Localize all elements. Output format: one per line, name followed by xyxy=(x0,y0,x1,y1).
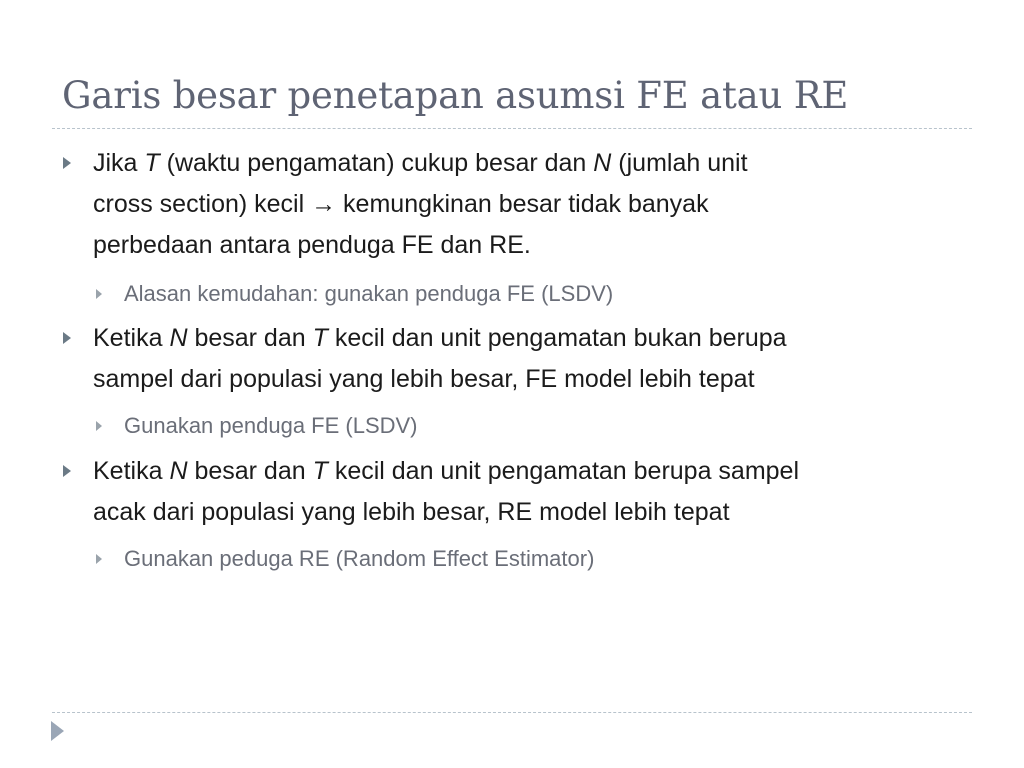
italic-variable: N xyxy=(169,457,188,485)
italic-variable: N xyxy=(169,324,188,352)
italic-variable: T xyxy=(144,149,160,177)
italic-variable: T xyxy=(312,324,328,352)
sub-bullet-text: Gunakan penduga FE (LSDV) xyxy=(124,413,418,438)
bullet-text-line: Ketika N besar dan T kecil dan unit pengamatan berupa sampel xyxy=(93,457,800,485)
bullet-text-line: Ketika N besar dan T kecil dan unit pengamatan bukan berupa xyxy=(93,324,787,352)
title-divider xyxy=(52,128,972,129)
bullet-text-line: sampel dari populasi yang lebih besar, FE model lebih tepat xyxy=(93,365,755,393)
sub-bullet-arrow-icon xyxy=(96,421,102,431)
bullet-text-line: perbedaan antara penduga FE dan RE. xyxy=(93,231,531,259)
bullet-arrow-icon xyxy=(63,332,71,344)
sub-bullet-arrow-icon xyxy=(96,289,102,299)
bullet-text-line: Jika T (waktu pengamatan) cukup besar dan N (jumlah unit xyxy=(93,149,748,177)
play-arrow-icon xyxy=(51,721,64,741)
bullet-text-line: cross section) kecil → kemungkinan besar tidak banyak xyxy=(93,190,709,218)
bullet-arrow-icon xyxy=(63,157,71,169)
italic-variable: T xyxy=(312,457,328,485)
sub-bullet-arrow-icon xyxy=(96,554,102,564)
sub-bullet-text: Alasan kemudahan: gunakan penduga FE (LSDV) xyxy=(124,281,614,306)
bullet-text-line: acak dari populasi yang lebih besar, RE model lebih tepat xyxy=(93,498,730,526)
bullet-arrow-icon xyxy=(63,465,71,477)
sub-bullet-text: Gunakan peduga RE (Random Effect Estimator) xyxy=(124,546,595,571)
footer-divider xyxy=(52,712,972,713)
italic-variable: N xyxy=(593,149,612,177)
slide-title: Garis besar penetapan asumsi FE atau RE xyxy=(62,74,849,117)
